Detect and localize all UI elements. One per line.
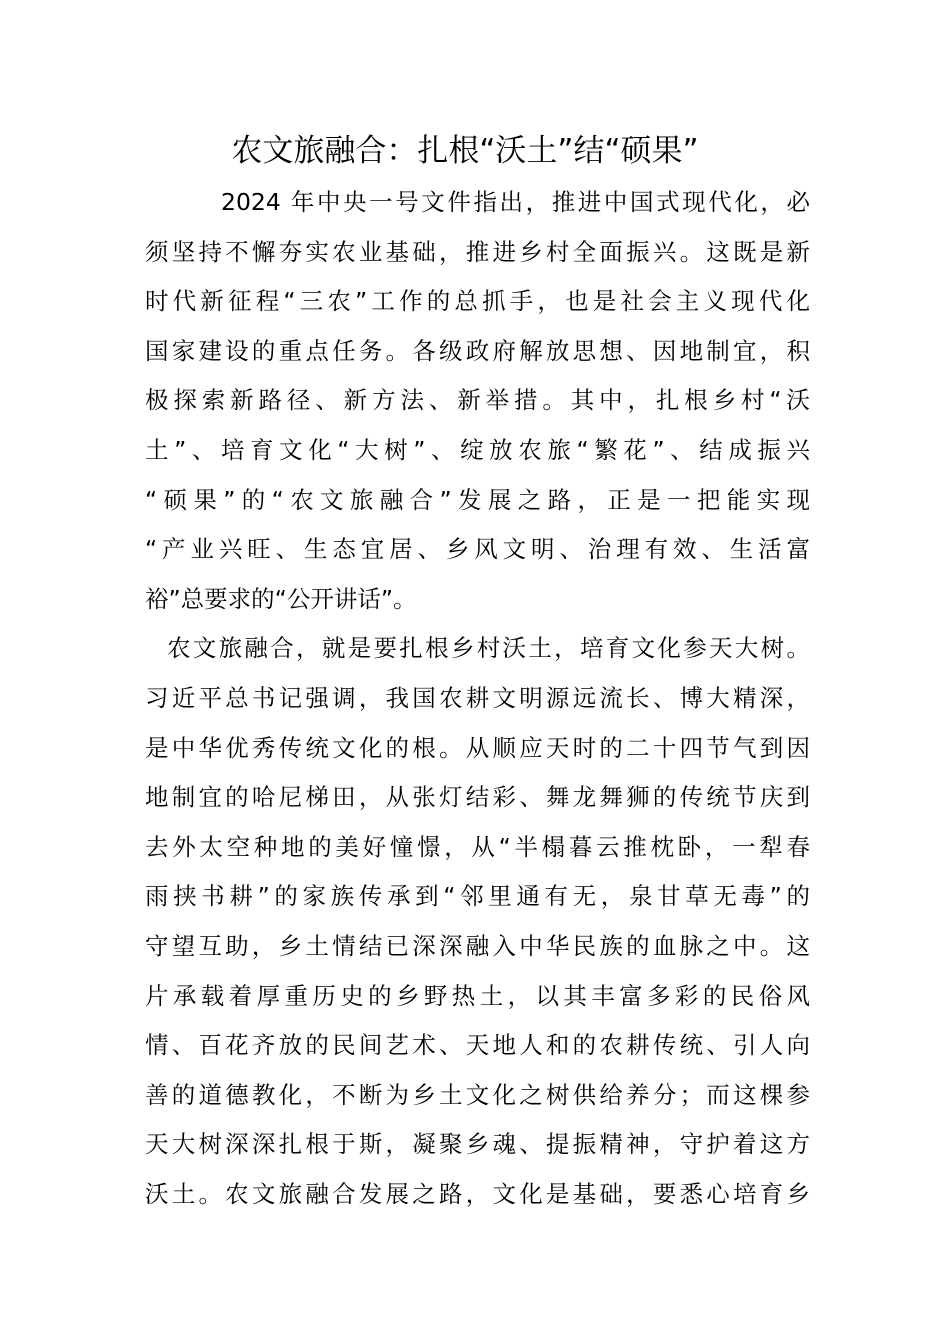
paragraph-line: 国家建设的重点任务。各级政府解放思想、因地制宜，积 — [145, 336, 810, 365]
paragraph-line: 守望互助，乡土情结已深深融入中华民族的血脉之中。这 — [145, 931, 810, 960]
paragraph-line: 雨挟书耕”的家族传承到“邻里通有无，泉甘草无毒”的 — [145, 882, 810, 911]
paragraph-line: 时代新征程“三农”工作的总抓手，也是社会主义现代化 — [145, 287, 810, 316]
document-body — [145, 178, 810, 1219]
paragraph-line: 裕”总要求的“公开讲话”。 — [145, 584, 417, 613]
document-title: 农文旅融合：扎根“沃土”结“硕果” — [231, 133, 699, 169]
paragraph-line: “硕果”的“农文旅融合”发展之路，正是一把能实现 — [145, 485, 810, 514]
paragraph-line: 2024 年中央一号文件指出，推进中国式现代化，必 — [221, 188, 810, 216]
paragraph-line: 片承载着厚重历史的乡野热土，以其丰富多彩的民俗风 — [145, 981, 810, 1010]
paragraph-2 — [145, 624, 810, 1219]
paragraph-line: 习近平总书记强调，我国农耕文明源远流长、博大精深， — [145, 683, 810, 712]
paragraph-line: 沃土。农文旅融合发展之路，文化是基础，要悉心培育乡 — [145, 1179, 810, 1208]
paragraph-1 — [145, 178, 810, 624]
paragraph-line: 善的道德教化，不断为乡土文化之树供给养分；而这棵参 — [145, 1080, 810, 1109]
paragraph-line: 地制宜的哈尼梯田，从张灯结彩、舞龙舞狮的传统节庆到 — [145, 783, 810, 812]
paragraph-line: 极探索新路径、新方法、新举措。其中，扎根乡村“沃 — [145, 386, 810, 415]
paragraph-line: 土”、培育文化“大树”、绽放农旅“繁花”、结成振兴 — [145, 435, 810, 464]
paragraph-line: 情、百花齐放的民间艺术、天地人和的农耕传统、引人向 — [145, 1031, 810, 1060]
paragraph-line: 须坚持不懈夯实农业基础，推进乡村全面振兴。这既是新 — [145, 237, 810, 266]
paragraph-line: 天大树深深扎根于斯，凝聚乡魂、提振精神，守护着这方 — [145, 1130, 810, 1159]
paragraph-line: 去外太空种地的美好憧憬，从“半榻暮云推枕卧，一犁春 — [145, 832, 810, 861]
paragraph-line: 农文旅融合，就是要扎根乡村沃土，培育文化参天大树。 — [167, 634, 810, 663]
paragraph-line: “产业兴旺、生态宜居、乡风文明、治理有效、生活富 — [145, 535, 810, 564]
paragraph-line: 是中华优秀传统文化的根。从顺应天时的二十四节气到因 — [145, 733, 810, 762]
